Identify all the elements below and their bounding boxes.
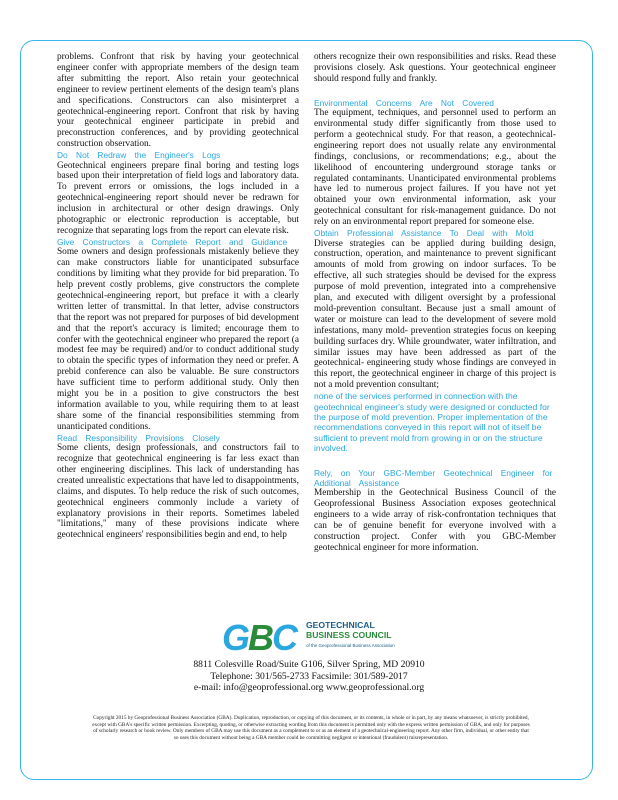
paragraph-mold: Diverse strategies can be applied during building design, construction, operation, and maintenance to prevent significant amounts of mold from growing on indoor surfaces. To be effective, all such strategies should be devised for the express purpose of mold prevention, integrated into a comprehensive plan, and executed with diligent oversight by a professional mold-prevention consultant. Because just a small amount of water or moisture can lead to the development of severe mold infestations, many mold- prevention strategies focus on keeping building surfaces dry. While groundwater, water infiltration, and similar issues may have been addressed as part of the geotechnical- engineering study whose findings are conveyed in this report, the geotechnical engineer in charge of this project is not a mold prevention consultant; xyxy=(314,238,556,391)
heading-gbc-member: Rely, on Your GBC-Member Geotechnical Engineer for Additional Assistance xyxy=(314,467,553,489)
paragraph-redraw-logs: Geotechnical engineers prepare final boring and testing logs based upon their interpretation of field logs and laboratory data. To prevent errors or omissions, the logs included in a geotechnical-engineering report should never be redrawn for inclusion in architectural or other design drawings. Only photographic or electronic reproduction is acceptable, but recognize that separating logs from the report can elevate risk. xyxy=(57,160,299,236)
paragraph-mold-note: none of the services performed in connection with the geotechnical engineer's study were designed or conducted for the purpose of mold prevention. Proper implementation of the recommendations conveyed in this report will not of itself be sufficient to prevent mold from growing in or on the structure involved. xyxy=(314,391,550,454)
gbc-logo-wordmark: GEOTECHNICAL BUSINESS COUNCIL xyxy=(306,620,392,640)
address-line: 8811 Colesville Road/Suite G106, Silver Spring, MD 20910 xyxy=(193,659,425,670)
heading-complete-report: Give Constructors a Complete Report and Guidance xyxy=(57,236,288,247)
heading-environmental: Environmental Concerns Are Not Covered xyxy=(314,97,494,108)
copyright-notice: Copyright 2015 by Geoprofessional Business Association (GBA). Duplication, reproduction, or copying of this document, or its contents, in whole or in part, by any means whatsoever, is strictly prohibited, except with GBA's specific written permission. Excerpting, quoting, or otherwise extracting wording from this document is permitted only with the express written permission of GBA, and only for purposes of scholarly research or book review. Only members of GBA may use this document as a complement to or as an element of a geotechnical-engineering report. Any other firm, individual, or other entity that so uses this document without being a GBA member could be committing negligent or intentional (fraudulent) misrepresentation. xyxy=(92,715,530,741)
paragraph-environmental: The equipment, techniques, and personnel used to perform an environmental study differ significantly from those used to perform a geotechnical study. For that reason, a geotechnical-engineering report does not usually relate any environmental findings, conclusions, or recommendations; e.g., about the likelihood of encountering underground storage tanks or regulated contaminants. Unanticipated environmental problems have led to numerous project failures. If you have not yet obtained your own environmental information, ask your geotechnical consultant for risk-management guidance. Do not rely on an environmental report prepared for someone else. xyxy=(314,108,556,228)
contact-block xyxy=(0,659,618,694)
gbc-logo-mark: GBC xyxy=(222,617,297,658)
heading-mold: Obtain Professional Assistance To Deal with Mold xyxy=(314,228,534,239)
phone-line: Telephone: 301/565-2733 Facsimile: 301/589-2017 xyxy=(210,670,408,682)
heading-redraw-logs: Do Not Redraw the Engineer's Logs xyxy=(57,150,221,161)
intro-paragraph-right: others recognize their own responsibilities and risks. Read these provisions closely. Ask questions. Your geotechnical engineer should respond fully and frankly. xyxy=(314,52,556,84)
email-web-line: e-mail: info@geoprofessional.org www.geoprofessional.org xyxy=(193,682,425,694)
right-column xyxy=(314,52,556,554)
paragraph-gbc-member: Membership in the Geotechnical Business Council of the Geoprofessional Business Association exposes geotechnical engineers to a wide array of risk-confrontation techniques that can be of genuine benefit for everyone involved with a construction project. Confer with you GBC-Member geotechnical engineer for more information. xyxy=(314,488,556,553)
gbc-logo xyxy=(222,617,395,658)
intro-paragraph-left: problems. Confront that risk by having your geotechnical engineer confer with appropriate members of the design team after submitting the report. Also retain your geotechnical engineer to review pertinent elements of the design team's plans and specifications. Constructors can also misinterpret a geotechnical-engineering report. Confront that risk by having your geotechnical engineer participate in prebid and preconstruction conferences, and by providing geotechnical construction observation. xyxy=(57,52,299,150)
paragraph-complete-report: Some owners and design professionals mistakenly believe they can make constructors liable for unanticipated subsurface conditions by limiting what they provide for bid preparation. To help prevent costly problems, give constructors the complete geotechnical-engineering report, but preface it with a clearly written letter of transmittal. In that letter, advise constructors that the report was not prepared for purposes of bid development and that the report's accuracy is limited; encourage them to confer with the geotechnical engineer who prepared the report (a modest fee may be required) and/or to conduct additional study to obtain the specific types of information they need or prefer. A prebid conference can also be valuable. Be sure constructors have sufficient time to perform additional study. Only then might you be in a position to give constructors the best information available to you, while requiring them to at least share some of the financial responsibilities stemming from unanticipated conditions. xyxy=(57,247,299,432)
paragraph-responsibility: Some clients, design professionals, and constructors fail to recognize that geotechnical engineering is far less exact than other engineering disciplines. This lack of understanding has created unrealistic expectations that have led to disappointments, claims, and disputes. To help reduce the risk of such outcomes, geotechnical engineers commonly include a variety of explanatory provisions in their reports. Sometimes labeled "limitations," many of these provisions indicate where geotechnical engineers' responsibilities begin and end, to help xyxy=(57,443,299,541)
gbc-logo-tagline: of the Geoprofessional Business Association xyxy=(306,643,395,648)
heading-responsibility: Read Responsibility Provisions Closely xyxy=(57,432,220,443)
left-column xyxy=(57,52,299,541)
